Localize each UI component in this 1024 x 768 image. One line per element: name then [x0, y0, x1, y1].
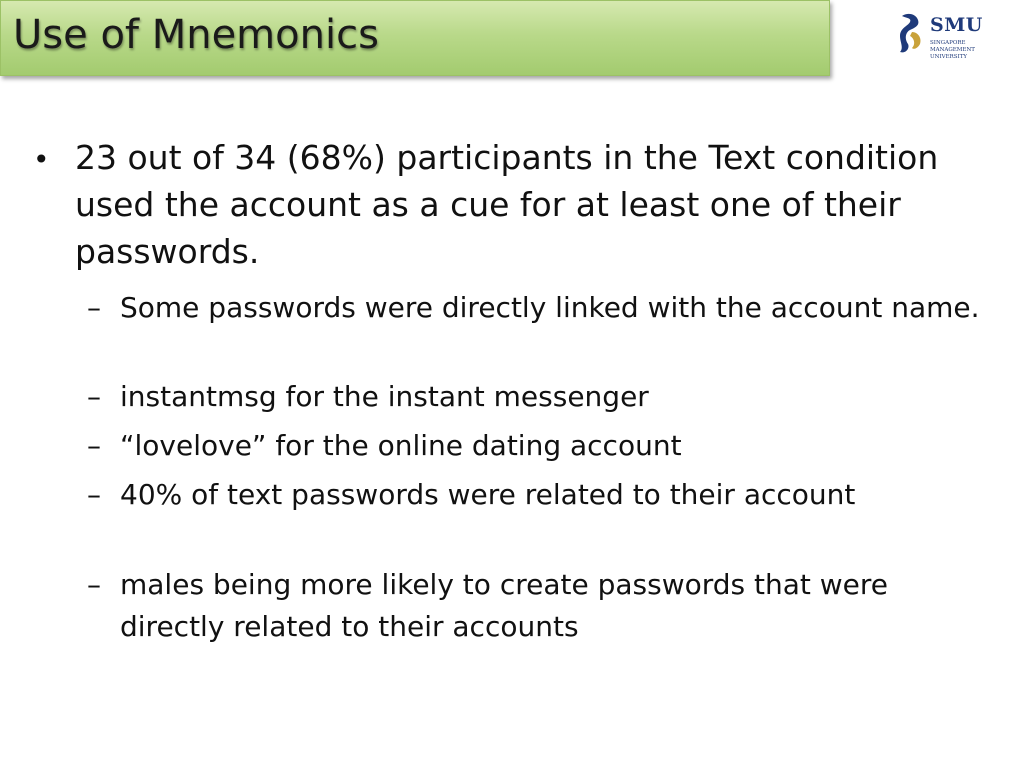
logo-subtitle: SINGAPORE MANAGEMENT UNIVERSITY	[930, 40, 975, 60]
smu-logo	[890, 6, 1020, 64]
subbullet-marker: –	[87, 478, 101, 511]
sub-bullet-1: Some passwords were directly linked with the account name.	[120, 291, 980, 324]
main-bullet: 23 out of 34 (68%) participants in the Text condition used the account as a cue for at least one of their passwords.	[75, 138, 939, 271]
subbullet-marker: –	[87, 380, 101, 413]
sub-bullet-3: “lovelove” for the online dating account	[120, 429, 682, 462]
logo-wordmark: SMU	[930, 14, 983, 36]
subbullet-marker: –	[87, 291, 101, 324]
sub-bullet-2: instantmsg for the instant messenger	[120, 380, 649, 413]
slide-title: Use of Mnemonics	[13, 12, 379, 58]
lion-emblem-icon	[894, 12, 926, 56]
sub-bullet-4: 40% of text passwords were related to their account	[120, 478, 856, 511]
subbullet-marker: –	[87, 568, 101, 601]
title-bar	[0, 0, 830, 76]
bullet-marker: •	[33, 143, 50, 176]
sub-bullet-5: males being more likely to create passwords that were directly related to their accounts	[120, 568, 889, 643]
subbullet-marker: –	[87, 429, 101, 462]
